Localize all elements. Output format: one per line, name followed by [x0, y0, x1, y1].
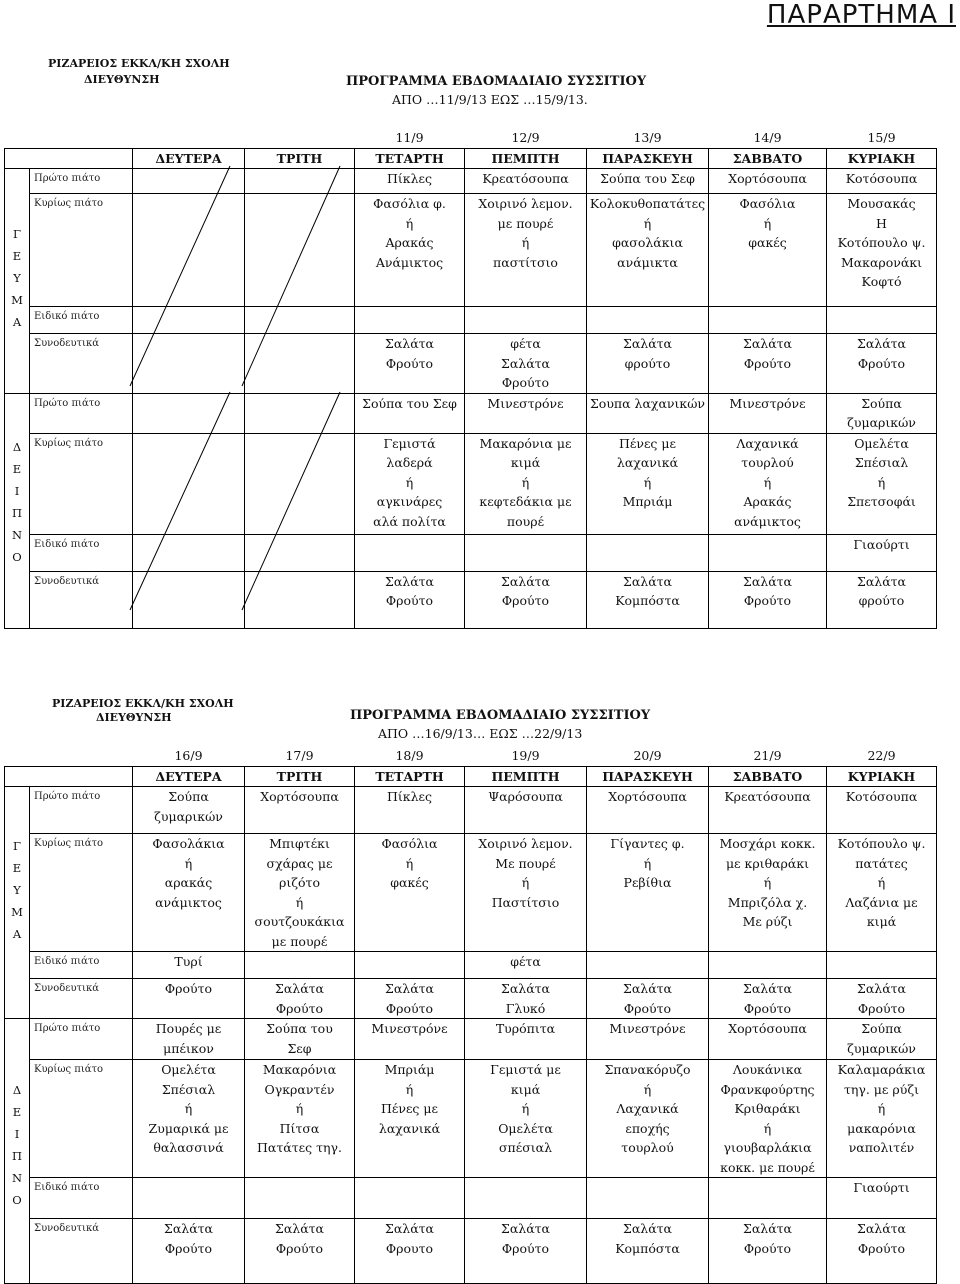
- menu-cell: Χορτόσουπα: [709, 1019, 827, 1060]
- menu-cell: Φασολάκια ή αρακάς ανάμικτος: [133, 834, 245, 952]
- date-cell: 18/9: [395, 748, 424, 763]
- course-label: Συνοδευτικά: [30, 334, 133, 394]
- dates-row: [5, 128, 937, 148]
- menu-cell: [587, 307, 709, 334]
- date-cell: 11/9: [395, 130, 424, 145]
- menu-cell: Σαλάτα Κομπόστα: [587, 571, 709, 628]
- course-label: Συνοδευτικά: [30, 979, 133, 1019]
- lunch-row: [5, 952, 937, 979]
- menu-cell: Σούπα ζυμαρικών: [827, 393, 937, 433]
- menu-cell: Σαλάτα Γλυκό: [465, 979, 587, 1019]
- course-label: Κυρίως πιάτο: [30, 1060, 133, 1178]
- menu-cell: φέτα: [465, 952, 587, 979]
- slash-line: [242, 392, 340, 610]
- menu-cell: Γίγαντες φ. ή Ρεβίθια: [587, 834, 709, 952]
- dinner-row: [5, 1060, 937, 1178]
- menu-cell: [465, 534, 587, 571]
- menu-cell: φέτα Σαλάτα Φρούτο: [465, 334, 587, 394]
- course-label: Πρώτο πιάτο: [30, 1019, 133, 1060]
- menu-cell: Τυρόπιτα: [465, 1019, 587, 1060]
- menu-cell: Γεμιστά λαδερά ή αγκινάρες αλά πολίτα: [355, 433, 465, 534]
- course-label: Ειδικό πιάτο: [30, 307, 133, 334]
- menu-cell: Κοτόσουπα: [827, 787, 937, 834]
- day-header: ΠΕΜΠΤΗ: [465, 766, 587, 787]
- lunch-row: [5, 834, 937, 952]
- day-header: ΠΑΡΑΣΚΕΥΗ: [587, 148, 709, 169]
- date-cell: [245, 128, 355, 148]
- menu-cell: Μακαρόνια Ογκραντέν ή Πίτσα Πατάτες τηγ.: [245, 1060, 355, 1178]
- days-header-row: [5, 766, 937, 787]
- blank-cell: [5, 766, 30, 787]
- dinner-label-text: Δ Ε Ι Π Ν Ο: [11, 439, 23, 564]
- course-label: Κυρίως πιάτο: [30, 433, 133, 534]
- menu-cell: Γιαούρτι: [827, 1178, 937, 1219]
- menu-cell: Χορτόσουπα: [709, 169, 827, 194]
- date-cell: 15/9: [867, 130, 896, 145]
- menu-cell: Χοιρινό λεμον. Με πουρέ ή Παστίτσιο: [465, 834, 587, 952]
- menu-cell: Πίκλες: [355, 169, 465, 194]
- menu-table: [4, 746, 937, 1284]
- menu-cell: [709, 1178, 827, 1219]
- menu-cell: [709, 307, 827, 334]
- course-label: Κυρίως πιάτο: [30, 834, 133, 952]
- blank-cell: [30, 128, 133, 148]
- date-cell: 21/9: [753, 748, 782, 763]
- dinner-label: [5, 393, 30, 628]
- slash-line: [130, 166, 230, 386]
- school-name: ΡΙΖΑΡΕΙΟΣ ΕΚΚΛ/ΚΗ ΣΧΟΛΗ: [52, 697, 234, 710]
- lunch-row: [5, 979, 937, 1019]
- lunch-label: [5, 787, 30, 1019]
- menu-cell: Τυρί: [133, 952, 245, 979]
- menu-cell: Σαλάτα Φρουτο: [355, 1219, 465, 1284]
- menu-cell: Πουρές με μπέικον: [133, 1019, 245, 1060]
- menu-cell: Κοτόπουλο ψ. πατάτες ή Λαζάνια με κιμά: [827, 834, 937, 952]
- menu-cell: [827, 952, 937, 979]
- day-header: ΤΡΙΤΗ: [245, 766, 355, 787]
- department-name: ΔΙΕΥΘΥΝΣΗ: [96, 711, 172, 724]
- dinner-row: [5, 1019, 937, 1060]
- course-label: Πρώτο πιάτο: [30, 393, 133, 433]
- dinner-label-text: Δ Ε Ι Π Ν Ο: [11, 1083, 23, 1207]
- menu-cell: [709, 952, 827, 979]
- menu-cell: Σούπα ζυμαρικών: [133, 787, 245, 834]
- day-header: ΤΕΤΑΡΤΗ: [355, 766, 465, 787]
- empty-day-slash: [124, 390, 236, 614]
- day-header: ΔΕΥΤΕΡΑ: [133, 766, 245, 787]
- date-cell: 19/9: [511, 748, 540, 763]
- menu-cell: [245, 952, 355, 979]
- menu-cell: Σαλάτα Φρούτο: [587, 979, 709, 1019]
- menu-cell: Σπανακόρυζο ή Λαχανικά εποχής τουρλού: [587, 1060, 709, 1178]
- dates-row: [5, 746, 937, 766]
- menu-cell: Κοτόσουπα: [827, 169, 937, 194]
- day-header: ΤΡΙΤΗ: [245, 148, 355, 169]
- course-label: Ειδικό πιάτο: [30, 1178, 133, 1219]
- menu-cell: [355, 534, 465, 571]
- lunch-label-text: Γ Ε Υ Μ Α: [11, 839, 23, 941]
- menu-cell: Πίκλες: [355, 787, 465, 834]
- dinner-row: [5, 1178, 937, 1219]
- lunch-label: [5, 169, 30, 394]
- date-cell: 14/9: [753, 130, 782, 145]
- menu-cell: [465, 307, 587, 334]
- menu-cell: Καλαμαράκια τηγ. με ρύζι ή μακαρόνια ναπολιτέν: [827, 1060, 937, 1178]
- day-header: ΠΕΜΠΤΗ: [465, 148, 587, 169]
- day-header: ΚΥΡΙΑΚΗ: [827, 766, 937, 787]
- menu-cell: Σούπα του Σεφ: [355, 393, 465, 433]
- menu-cell: Σαλάτα Φρούτο: [465, 1219, 587, 1284]
- blank-cell: [30, 766, 133, 787]
- course-label: Κυρίως πιάτο: [30, 194, 133, 307]
- menu-cell: Μπριάμ ή Πένες με λαχανικά: [355, 1060, 465, 1178]
- date-cell: 17/9: [285, 748, 314, 763]
- menu-cell: Σούπα του Σεφ: [587, 169, 709, 194]
- menu-cell: Μινεστρόνε: [587, 1019, 709, 1060]
- menu-cell: Σαλάτα φρούτο: [827, 571, 937, 628]
- course-label: Πρώτο πιάτο: [30, 169, 133, 194]
- menu-cell: Γεμιστά με κιμά ή Ομελέτα σπέσιαλ: [465, 1060, 587, 1178]
- menu-cell: Χορτόσουπα: [245, 787, 355, 834]
- menu-cell: Μακαρόνια με κιμά ή κεφτεδάκια με πουρέ: [465, 433, 587, 534]
- date-cell: 20/9: [633, 748, 662, 763]
- menu-cell: Μινεστρόνε: [355, 1019, 465, 1060]
- menu-cell: Σαλάτα Φρούτο: [709, 571, 827, 628]
- schedule-period: ΑΠΟ …16/9/13… ΕΩΣ …22/9/13: [378, 726, 583, 741]
- menu-cell: Σαλάτα Φρούτο: [133, 1219, 245, 1284]
- menu-cell: Σαλάτα Φρούτο: [355, 334, 465, 394]
- day-header: ΣΑΒΒΑΤΟ: [709, 766, 827, 787]
- menu-cell: Φασόλια ή φακές: [709, 194, 827, 307]
- menu-cell: Χοιρινό λεμον. με πουρέ ή παστίτσιο: [465, 194, 587, 307]
- course-label: Πρώτο πιάτο: [30, 787, 133, 834]
- menu-cell: [133, 1178, 245, 1219]
- menu-cell: Πένες με λαχανικά ή Μπριάμ: [587, 433, 709, 534]
- lunch-label-text: Γ Ε Υ Μ Α: [11, 227, 23, 329]
- dinner-row: [5, 1219, 937, 1284]
- menu-cell: [587, 952, 709, 979]
- day-header: ΤΕΤΑΡΤΗ: [355, 148, 465, 169]
- blank-cell: [30, 746, 133, 766]
- menu-cell: Σουπα λαχανικών: [587, 393, 709, 433]
- date-cell: 12/9: [511, 130, 540, 145]
- menu-cell: Σούπα του Σεφ: [245, 1019, 355, 1060]
- menu-cell: Ψαρόσουπα: [465, 787, 587, 834]
- menu-cell: Σαλάτα Κομπόστα: [587, 1219, 709, 1284]
- course-label: Συνοδευτικά: [30, 1219, 133, 1284]
- menu-cell: Κολοκυθοπατάτες ή φασολάκια ανάμικτα: [587, 194, 709, 307]
- dinner-label: [5, 1019, 30, 1284]
- menu-cell: Σαλάτα Φρούτο: [827, 1219, 937, 1284]
- date-cell: [133, 128, 245, 148]
- menu-cell: Σαλάτα Φρούτο: [465, 571, 587, 628]
- menu-cell: Φρούτο: [133, 979, 245, 1019]
- day-header: ΚΥΡΙΑΚΗ: [827, 148, 937, 169]
- menu-cell: Σούπα ζυμαρικών: [827, 1019, 937, 1060]
- menu-cell: [355, 952, 465, 979]
- menu-cell: [587, 534, 709, 571]
- menu-cell: [465, 1178, 587, 1219]
- department-name: ΔΙΕΥΘΥΝΣΗ: [84, 73, 160, 86]
- menu-cell: [355, 1178, 465, 1219]
- menu-cell: Μπιφτέκι σχάρας με ριζότο ή σουτζουκάκια με πουρέ: [245, 834, 355, 952]
- menu-cell: Σαλάτα Φρούτο: [709, 334, 827, 394]
- menu-cell: Σαλάτα Φρούτο: [709, 979, 827, 1019]
- date-cell: 22/9: [867, 748, 896, 763]
- menu-cell: Ομελέτα Σπέσιαλ ή Σπετσοφάι: [827, 433, 937, 534]
- course-label: Ειδικό πιάτο: [30, 534, 133, 571]
- blank-cell: [30, 148, 133, 169]
- day-header: ΠΑΡΑΣΚΕΥΗ: [587, 766, 709, 787]
- menu-cell: Σαλάτα Φρούτο: [827, 334, 937, 394]
- menu-cell: Σαλάτα Φρούτο: [827, 979, 937, 1019]
- menu-cell: Σαλάτα Φρούτο: [245, 979, 355, 1019]
- day-header: ΔΕΥΤΕΡΑ: [133, 148, 245, 169]
- school-name: ΡΙΖΑΡΕΙΟΣ ΕΚΚΛ/ΚΗ ΣΧΟΛΗ: [48, 57, 230, 70]
- menu-cell: Λαχανικά τουρλού ή Αρακάς ανάμικτος: [709, 433, 827, 534]
- schedule-period: ΑΠΟ …11/9/13 ΕΩΣ …15/9/13.: [392, 92, 588, 107]
- menu-cell: [355, 307, 465, 334]
- annex-title: ΠΑΡΑΡΤΗΜΑ Ι: [766, 0, 956, 30]
- day-header: ΣΑΒΒΑΤΟ: [709, 148, 827, 169]
- course-label: Συνοδευτικά: [30, 571, 133, 628]
- menu-cell: Χορτόσουπα: [587, 787, 709, 834]
- menu-cell: Λουκάνικα Φρανκφούρτης Κριθαράκι ή γιουβαρλάκια κοκκ. με πουρέ: [709, 1060, 827, 1178]
- menu-cell: Γιαούρτι: [827, 534, 937, 571]
- menu-cell: Κρεατόσουπα: [709, 787, 827, 834]
- blank-cell: [5, 746, 30, 766]
- menu-cell: Ομελέτα Σπέσιαλ ή Ζυμαρικά με θαλασσινά: [133, 1060, 245, 1178]
- lunch-row: [5, 787, 937, 834]
- course-label: Ειδικό πιάτο: [30, 952, 133, 979]
- slash-line: [242, 166, 340, 386]
- menu-cell: [709, 534, 827, 571]
- empty-day-slash: [236, 390, 346, 614]
- menu-cell: Μινεστρόνε: [465, 393, 587, 433]
- menu-cell: Μοσχάρι κοκκ. με κριθαράκι ή Μπριζόλα χ. Με ρύζι: [709, 834, 827, 952]
- menu-cell: Φασόλια ή φακές: [355, 834, 465, 952]
- menu-cell: Μουσακάς Η Κοτόπουλο ψ. Μακαρονάκι Κοφτό: [827, 194, 937, 307]
- menu-cell: [827, 307, 937, 334]
- slash-line: [130, 392, 230, 610]
- menu-cell: Σαλάτα φρούτο: [587, 334, 709, 394]
- menu-cell: Σαλάτα Φρούτο: [245, 1219, 355, 1284]
- blank-cell: [5, 148, 30, 169]
- menu-cell: [245, 1178, 355, 1219]
- menu-cell: Φασόλια φ. ή Αρακάς Ανάμικτος: [355, 194, 465, 307]
- empty-day-slash: [236, 164, 346, 390]
- menu-cell: [587, 1178, 709, 1219]
- menu-cell: Σαλάτα Φρούτο: [709, 1219, 827, 1284]
- blank-cell: [5, 128, 30, 148]
- schedule-title: ΠΡΟΓΡΑΜΜΑ ΕΒΔΟΜΑΔΙΑΙΟ ΣΥΣΣΙΤΙΟΥ: [346, 74, 647, 89]
- menu-cell: Σαλάτα Φρούτο: [355, 571, 465, 628]
- date-cell: 16/9: [174, 748, 203, 763]
- date-cell: 13/9: [633, 130, 662, 145]
- menu-cell: Κρεατόσουπα: [465, 169, 587, 194]
- empty-day-slash: [124, 164, 236, 390]
- menu-cell: Μινεστρόνε: [709, 393, 827, 433]
- menu-cell: Σαλάτα Φρούτο: [355, 979, 465, 1019]
- schedule-title: ΠΡΟΓΡΑΜΜΑ ΕΒΔΟΜΑΔΙΑΙΟ ΣΥΣΣΙΤΙΟΥ: [350, 708, 651, 723]
